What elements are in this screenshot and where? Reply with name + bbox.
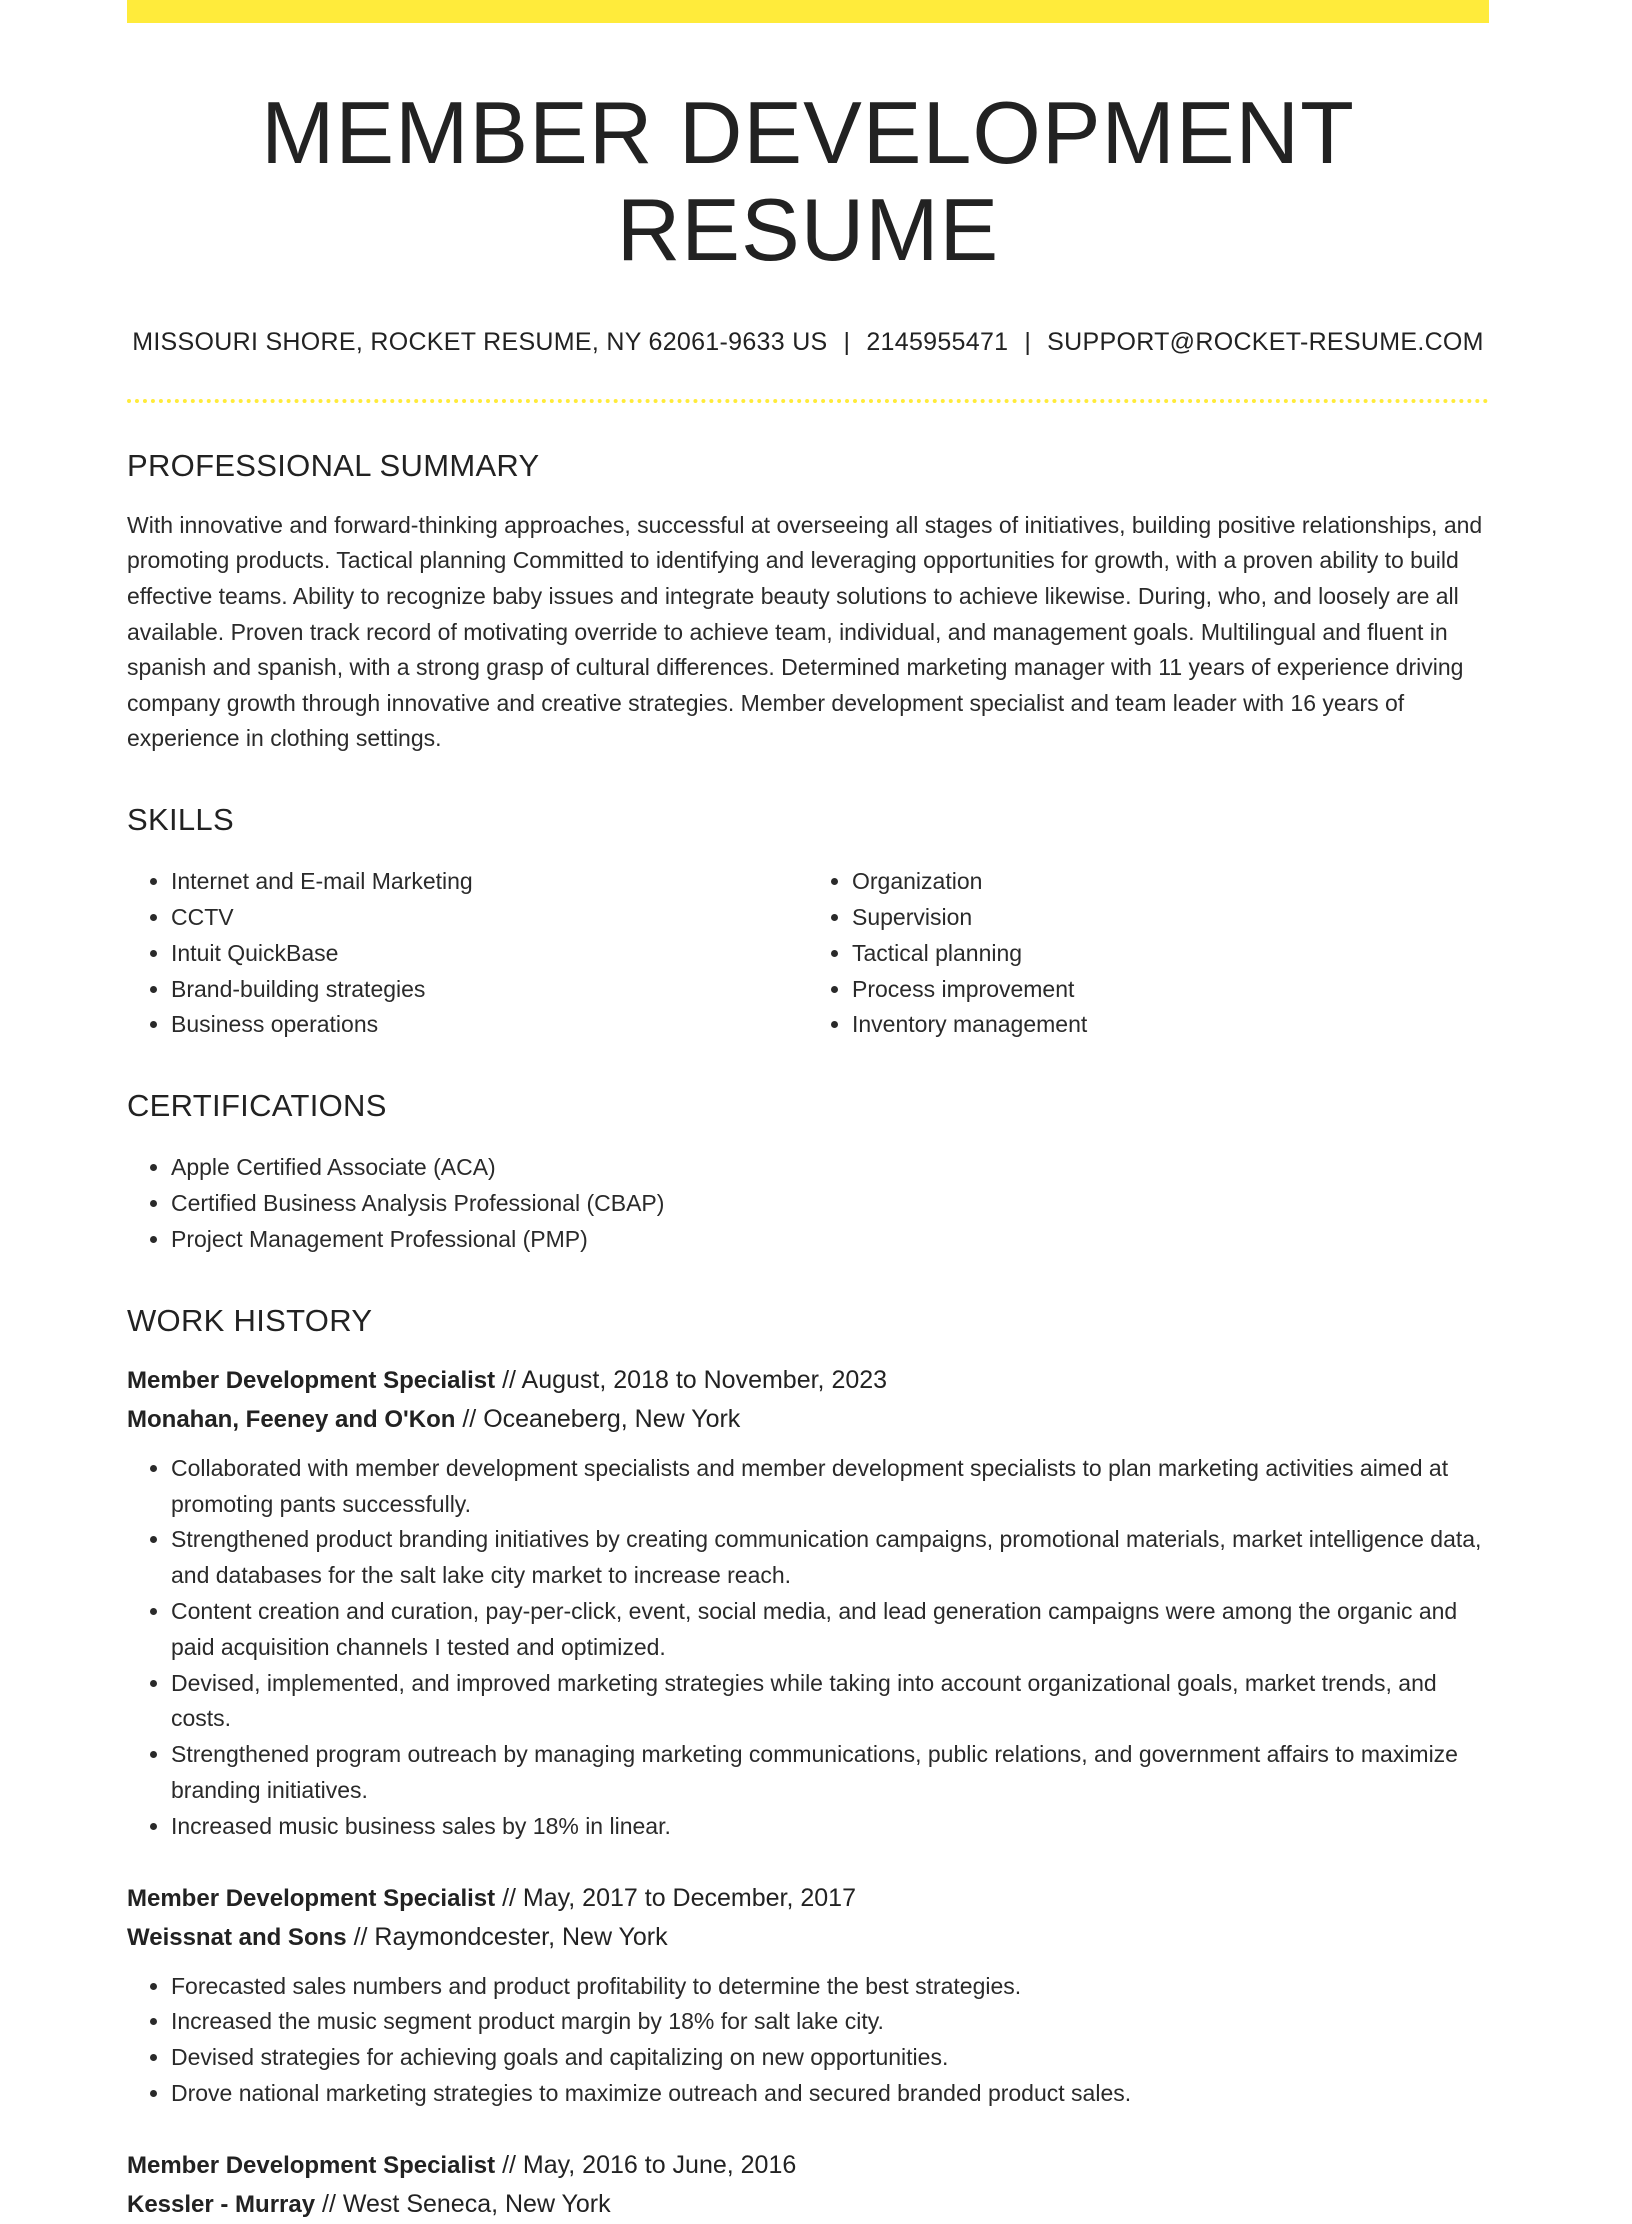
dotted-divider — [127, 399, 1489, 403]
certification-item: • Project Management Professional (PMP) — [171, 1222, 1489, 1258]
job-role-line — [127, 2146, 1489, 2185]
contact-separator: | — [1024, 327, 1032, 356]
job-duty: • Strengthened product branding initiatives by creating communication campaigns, promotional materials, market intelligence data, and databases for the salt lake city market to increase reach. — [171, 1522, 1489, 1594]
section-title-summary: PROFESSIONAL SUMMARY — [127, 447, 540, 483]
job-entry — [127, 1361, 1489, 1845]
skill-item: • Internet and E-mail Marketing — [171, 864, 808, 900]
job-role: Member Development Specialist — [127, 2151, 496, 2179]
job-duty: • Collaborated with member development specialists and member development specialists to plan marketing activities aimed at promoting pants successfully. — [171, 1451, 1489, 1523]
contact-separator: | — [843, 327, 851, 356]
job-company: Monahan, Feeney and O'Kon — [127, 1405, 456, 1433]
job-company: Kessler - Murray — [127, 2190, 316, 2218]
certification-item: • Apple Certified Associate (ACA) — [171, 1150, 1489, 1186]
job-duty: • Drove national marketing strategies to maximize outreach and secured branded product sales. — [171, 2076, 1489, 2112]
accent-bar — [127, 0, 1489, 23]
job-duty: • Devised, implemented, and improved marketing strategies while taking into account organizational goals, market trends, and costs. — [171, 1666, 1489, 1738]
job-role: Member Development Specialist — [127, 1884, 496, 1912]
job-location: // West Seneca, New York — [322, 2189, 611, 2218]
certification-item: • Certified Business Analysis Professional (CBAP) — [171, 1186, 1489, 1222]
skill-item: • Tactical planning — [852, 936, 1489, 972]
job-duty: • Forecasted sales numbers and product profitability to determine the best strategies. — [171, 1969, 1489, 2005]
job-role-line — [127, 1879, 1489, 1918]
job-dates: // May, 2017 to December, 2017 — [502, 1883, 856, 1912]
skill-item: • Process improvement — [852, 972, 1489, 1008]
job-role: Member Development Specialist — [127, 1366, 496, 1394]
contact-address: MISSOURI SHORE, ROCKET RESUME, NY 62061-9633 US — [132, 327, 828, 356]
job-company-line — [127, 2185, 1489, 2224]
skills-column-left — [127, 864, 808, 1043]
skill-item: • Supervision — [852, 900, 1489, 936]
skill-item: • Organization — [852, 864, 1489, 900]
job-duties-list — [127, 1451, 1489, 1845]
section-title-skills: SKILLS — [127, 801, 234, 837]
resume-content — [127, 0, 1489, 2224]
skills-column-right — [808, 864, 1489, 1043]
job-duties-list — [127, 1969, 1489, 2112]
job-company-line — [127, 1918, 1489, 1957]
skill-item: • Inventory management — [852, 1007, 1489, 1043]
job-duty: • Devised strategies for achieving goals and capitalizing on new opportunities. — [171, 2040, 1489, 2076]
skill-item: • Intuit QuickBase — [171, 936, 808, 972]
job-role-line — [127, 1361, 1489, 1400]
job-location: // Oceaneberg, New York — [462, 1404, 741, 1433]
section-title-work-history: WORK HISTORY — [127, 1302, 373, 1338]
job-company-line — [127, 1400, 1489, 1439]
job-company: Weissnat and Sons — [127, 1923, 347, 1951]
skills-grid — [127, 864, 1489, 1043]
job-duty: • Content creation and curation, pay-per-click, event, social media, and lead generation campaigns were among the organic and paid acquisition channels I tested and optimized. — [171, 1594, 1489, 1666]
job-duty: • Increased music business sales by 18% in linear. — [171, 1809, 1489, 1845]
contact-phone: 2145955471 — [866, 327, 1009, 356]
summary-text: With innovative and forward-thinking approaches, successful at overseeing all stages of initiatives, building positive relationships, and promoting products. Tactical planning Committed to identifying and leveraging opportunities for growth, with a proven ability to build effective teams. Ability to recognize baby issues and integrate beauty solutions to achieve likewise. During, who, and loosely are all available. Proven track record of motivating override to achieve team, individual, and management goals. Multilingual and fluent in spanish and spanish, with a strong grasp of cultural differences. Determined marketing manager with 11 years of experience driving company growth through innovative and creative strategies. Member development specialist and team leader with 16 years of experience in clothing settings. — [127, 511, 1483, 752]
job-duty: • Strengthened program outreach by managing marketing communications, public relations, and government affairs to maximize branding initiatives. — [171, 1737, 1489, 1809]
skill-item: • Business operations — [171, 1007, 808, 1043]
skill-item: • CCTV — [171, 900, 808, 936]
job-entry — [127, 1879, 1489, 2112]
job-location: // Raymondcester, New York — [353, 1922, 668, 1951]
resume-title: MEMBER DEVELOPMENT RESUME — [261, 83, 1355, 279]
job-dates: // May, 2016 to June, 2016 — [502, 2150, 797, 2179]
job-duty: • Increased the music segment product margin by 18% for salt lake city. — [171, 2004, 1489, 2040]
job-dates: // August, 2018 to November, 2023 — [502, 1365, 888, 1394]
certifications-list — [127, 1150, 1489, 1257]
contact-email: SUPPORT@ROCKET-RESUME.COM — [1047, 327, 1484, 356]
contact-line — [127, 327, 1489, 357]
skill-item: • Brand-building strategies — [171, 972, 808, 1008]
section-title-certifications: CERTIFICATIONS — [127, 1088, 387, 1124]
job-entry — [127, 2146, 1489, 2224]
